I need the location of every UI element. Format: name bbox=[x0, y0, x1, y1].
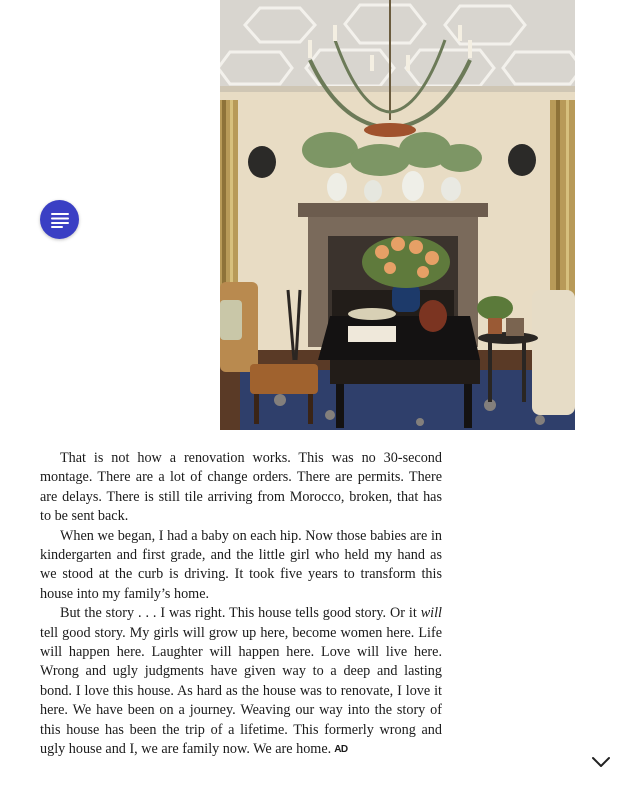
table-of-contents-button[interactable] bbox=[40, 200, 79, 239]
paragraph bbox=[40, 604, 442, 759]
article-body bbox=[40, 449, 442, 760]
emphasis-text: will bbox=[420, 605, 442, 622]
menu-lines-icon bbox=[51, 212, 69, 228]
living-room-photo bbox=[220, 0, 575, 430]
end-of-article-mark: AD bbox=[334, 744, 348, 756]
chevron-down-icon bbox=[590, 754, 612, 770]
paragraph: When we began, I had a baby on each hip. Now those babies are in kindergarten and first grade, and the little girl who held my hand as we stood at the curb is driving. It took five years to transform this house into my family’s home. bbox=[40, 527, 442, 602]
article-photo bbox=[220, 0, 575, 430]
paragraph: That is not how a renovation works. This was no 30-second montage. There are a lot of change orders. There are permits. There are delays. There is still tile arriving from Morocco, broken, that has to be sent back. bbox=[40, 450, 442, 525]
paragraph-text: tell good story. My girls will grow up here, become women here. Life will happen here. Laughter will happen here. Love will live here. Wrong and ugly judgments have given way to a deep and lasting bond. I love this house. As hard as the house was to renovate, I love it here. We have been on a journey. Weaving our way into the story of this house has been the trip of a lifetime. This formerly wrong and ugly house and I, we are family now. We are home. bbox=[40, 624, 442, 758]
next-page-button[interactable] bbox=[590, 754, 612, 770]
paragraph-text: But the story . . . I was right. This house tells good story. Or it bbox=[60, 605, 421, 622]
